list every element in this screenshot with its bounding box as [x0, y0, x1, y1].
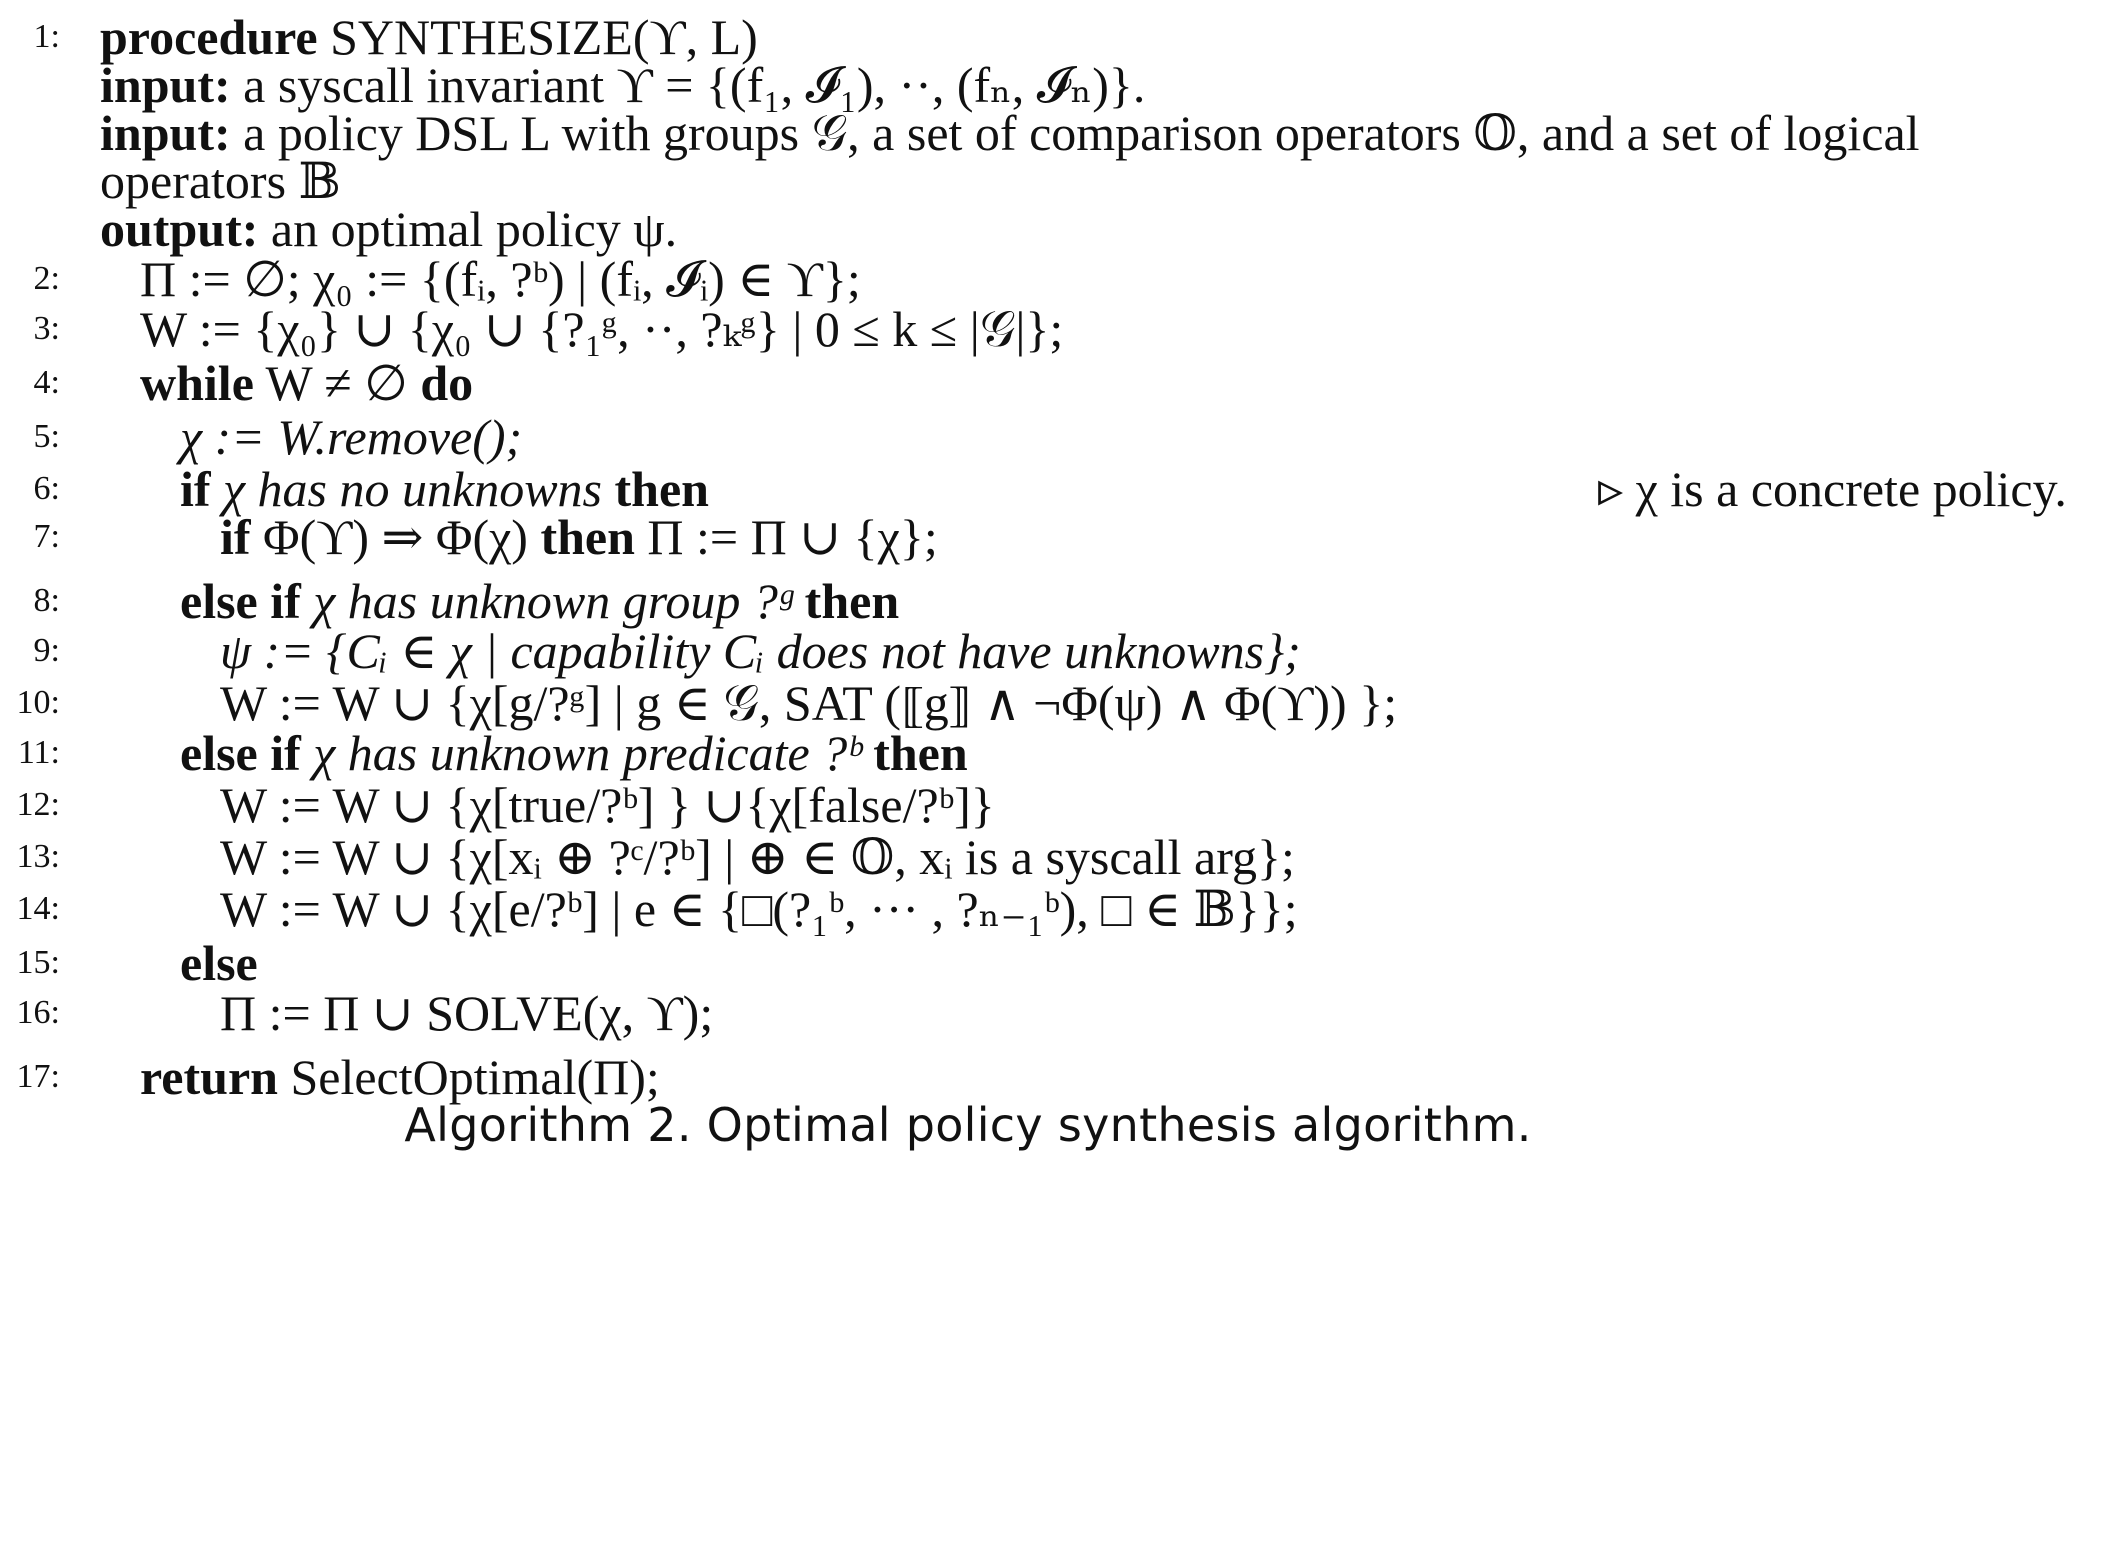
- keyword: then: [540, 509, 635, 565]
- line-number: 1:: [33, 18, 60, 55]
- line-comment: ▹ χ is a concrete policy.: [1598, 461, 2067, 517]
- keyword: input:: [100, 57, 231, 113]
- keyword: then: [873, 725, 968, 781]
- code-text: W := {χ₀} ∪ {χ₀ ∪ {?₁ᵍ, ··, ?ₖᵍ} | 0 ≤ k ≤ |𝒢|};: [140, 301, 1064, 357]
- input-text: a policy DSL L with groups 𝒢, a set of comparison operators 𝕆, and a set of logical: [243, 105, 1920, 161]
- input-text: a syscall invariant ϒ = {(f₁, 𝓘₁), ··, (fₙ, 𝓘ₙ)}.: [243, 57, 1146, 113]
- code-text: W := W ∪ {χ[true/?ᵇ] } ∪{χ[false/?ᵇ]}: [220, 777, 995, 833]
- line-number: 9:: [33, 632, 60, 669]
- algorithm-caption: [0, 1090, 2104, 1160]
- keyword: if: [220, 509, 251, 565]
- keyword: output:: [100, 201, 259, 257]
- keyword: procedure: [100, 9, 318, 65]
- keyword: do: [420, 355, 474, 411]
- line-number: 15:: [16, 944, 60, 981]
- input-text: operators 𝔹: [100, 153, 341, 209]
- line-number: 6:: [33, 470, 60, 507]
- line-number: 2:: [33, 260, 60, 297]
- keyword: return: [140, 1049, 278, 1105]
- line-number: 3:: [33, 310, 60, 347]
- code-text: SelectOptimal(Π);: [290, 1049, 660, 1105]
- keyword: else if: [180, 725, 301, 781]
- algorithm-line-7: [0, 504, 2104, 570]
- code-text: W := W ∪ {χ[g/?ᵍ] | g ∈ 𝒢, SAT (⟦g⟧ ∧ ¬Φ(ψ) ∧ Φ(ϒ)) };: [220, 675, 1398, 731]
- line-number: 11:: [17, 734, 60, 771]
- algorithm-line-16: [0, 980, 2104, 1046]
- caption-text: Algorithm 2. Optimal policy synthesis algorithm.: [404, 1098, 1532, 1152]
- code-text: Π := ∅; χ₀ := {(fᵢ, ?ᵇ) | (fᵢ, 𝓘ᵢ) ∈ ϒ};: [140, 251, 861, 307]
- keyword: input:: [100, 105, 231, 161]
- code-text: Φ(ϒ) ⇒ Φ(χ): [263, 509, 528, 565]
- code-text: χ has unknown predicate ?ᵇ: [313, 725, 874, 781]
- procedure-signature: SYNTHESIZE(ϒ, L): [330, 9, 758, 65]
- code-text: Π := Π ∪ {χ};: [647, 509, 938, 565]
- code-text: χ has unknown group ?ᵍ: [313, 573, 793, 629]
- code-text: W ≠ ∅: [265, 355, 408, 411]
- code-text: W := W ∪ {χ[e/?ᵇ] | e ∈ {□(?₁ᵇ, ··· , ?ₙ₋₁ᵇ), □ ∈ 𝔹}};: [220, 881, 1298, 937]
- line-number: 10:: [16, 684, 60, 721]
- line-number: 4:: [33, 364, 60, 401]
- line-number: 8:: [33, 582, 60, 619]
- keyword: then: [804, 573, 900, 629]
- code-text: Π := Π ∪ SOLVE(χ, ϒ);: [220, 985, 714, 1041]
- line-number: 14:: [16, 890, 60, 927]
- code-text: χ has no unknowns: [223, 461, 603, 517]
- line-number: 13:: [16, 838, 60, 875]
- code-text: W := W ∪ {χ[xᵢ ⊕ ?ᶜ/?ᵇ] | ⊕ ∈ 𝕆, xᵢ is a syscall arg};: [220, 829, 1295, 885]
- output-text: an optimal policy ψ.: [270, 201, 678, 257]
- keyword: if: [180, 461, 211, 517]
- code-text: ψ := {Cᵢ ∈ χ | capability Cᵢ does not have unknowns};: [220, 623, 1301, 679]
- line-number: 17:: [16, 1058, 60, 1095]
- keyword: else if: [180, 573, 301, 629]
- line-number: 5:: [33, 418, 60, 455]
- line-number: 7:: [33, 518, 60, 555]
- line-number: 12:: [16, 786, 60, 823]
- keyword: else: [180, 935, 258, 991]
- keyword: then: [614, 461, 709, 517]
- line-number: 16:: [16, 994, 60, 1031]
- keyword: while: [140, 355, 254, 411]
- code-text: χ := W.remove();: [180, 409, 523, 465]
